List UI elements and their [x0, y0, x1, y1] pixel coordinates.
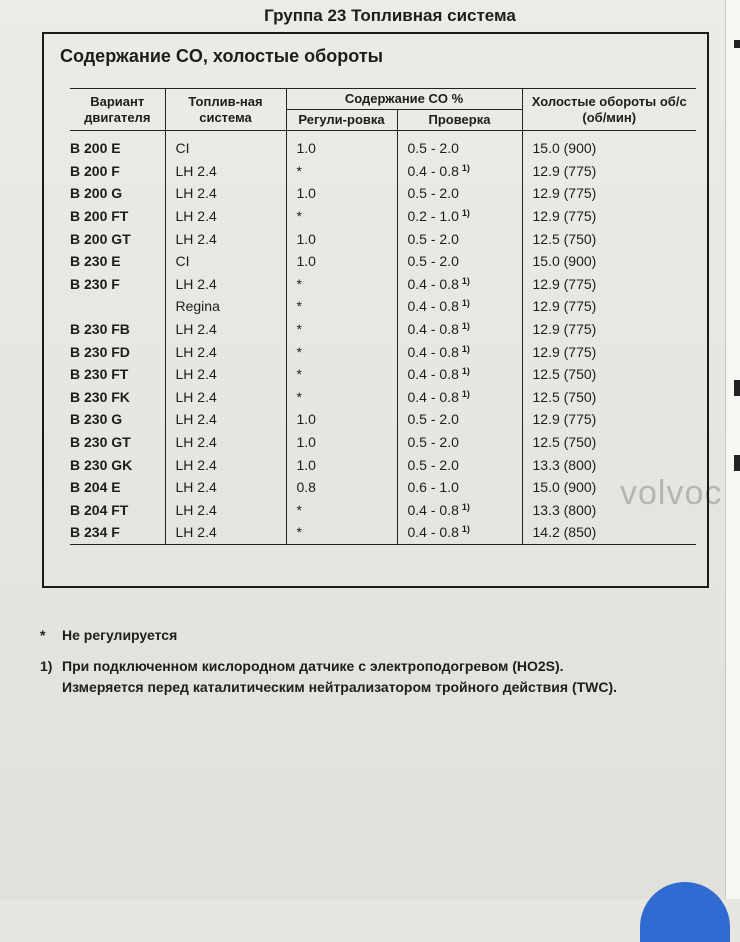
cell-adjustment-text: 1.0: [296, 411, 316, 428]
cell-idle-speed-text: 15.0 (900): [532, 140, 597, 157]
cell-fuel-system: [165, 160, 286, 183]
cell-idle-speed: [522, 521, 696, 544]
cell-adjustment: [286, 273, 397, 296]
cell-adjustment-text: 1.0: [296, 434, 316, 451]
cell-variant-text: B 204 FT: [70, 501, 129, 518]
cell-fuel-system-text: LH 2.4: [175, 501, 217, 518]
cell-variant: [70, 499, 165, 522]
header-co-content: Содержание CO %: [286, 89, 522, 110]
table-row: [70, 318, 696, 341]
cell-fuel-system-text: CI: [175, 140, 190, 157]
cell-fuel-system-text: LH 2.4: [175, 185, 217, 202]
cell-variant: [70, 131, 165, 160]
table-row: [70, 160, 696, 183]
cell-check-text: 0.5 - 2.0: [407, 253, 459, 270]
table-row: [70, 250, 696, 273]
header-fuel-system: Топлив-ная система: [165, 89, 286, 131]
cell-fuel-system-text: LH 2.4: [175, 456, 217, 473]
cell-fuel-system-text: LH 2.4: [175, 162, 217, 179]
cell-check: [397, 273, 522, 296]
cell-variant: [70, 205, 165, 228]
cell-adjustment-text: 1.0: [296, 230, 316, 247]
cell-adjustment: [286, 318, 397, 341]
cell-fuel-system: [165, 318, 286, 341]
cell-fuel-system: [165, 295, 286, 318]
cell-variant: [70, 340, 165, 363]
cell-adjustment: [286, 227, 397, 250]
cell-check-text: 0.4 - 0.8: [407, 321, 459, 338]
cell-fuel-system: [165, 131, 286, 160]
cell-check-text: 0.4 - 0.8: [407, 501, 459, 518]
cell-idle-speed: [522, 386, 696, 409]
cell-idle-speed-text: 12.5 (750): [532, 388, 597, 405]
cell-fuel-system-text: LH 2.4: [175, 388, 217, 405]
cell-check: [397, 227, 522, 250]
page-title: Группа 23 Топливная система: [264, 6, 516, 25]
cell-adjustment: [286, 250, 397, 273]
cell-variant-text: B 204 E: [70, 479, 121, 496]
footnote-one-line1: При подключенном кислородном датчике с электроподогревом (HO2S).: [62, 658, 564, 674]
cell-idle-speed-text: 15.0 (900): [532, 479, 597, 496]
cell-adjustment: [286, 386, 397, 409]
cell-fuel-system: [165, 182, 286, 205]
cell-fuel-system: [165, 453, 286, 476]
footnote-ref: 1): [461, 524, 470, 535]
table-row: [70, 386, 696, 409]
cell-variant-text: B 200 GT: [70, 230, 131, 247]
cell-adjustment: [286, 521, 397, 544]
cell-check: [397, 318, 522, 341]
cell-idle-speed-text: 12.9 (775): [532, 208, 597, 225]
header-adjustment: Регули-ровка: [286, 110, 397, 131]
cell-variant-text: B 230 FD: [70, 343, 130, 360]
cell-fuel-system: [165, 499, 286, 522]
cell-adjustment-text: *: [296, 321, 302, 338]
cell-idle-speed: [522, 363, 696, 386]
cell-adjustment: [286, 431, 397, 454]
cell-adjustment-text: *: [296, 275, 302, 292]
cell-fuel-system-text: LH 2.4: [175, 479, 217, 496]
footnote-ref: 1): [461, 298, 470, 309]
cell-check: [397, 131, 522, 160]
cell-fuel-system: [165, 205, 286, 228]
cell-idle-speed-text: 12.9 (775): [532, 321, 597, 338]
footnote-ref: 1): [461, 208, 470, 219]
cell-check: [397, 386, 522, 409]
cell-idle-speed: [522, 250, 696, 273]
table-row: [70, 227, 696, 250]
table-row: [70, 205, 696, 228]
cell-adjustment: [286, 160, 397, 183]
cell-adjustment-text: 1.0: [296, 185, 316, 202]
cell-variant-text: B 230 E: [70, 253, 121, 270]
cell-variant: [70, 273, 165, 296]
cell-fuel-system-text: LH 2.4: [175, 343, 217, 360]
page-edge-mark: [734, 455, 740, 471]
footnote-ref: 1): [461, 366, 470, 377]
cell-idle-speed-text: 14.2 (850): [532, 524, 597, 541]
cell-check-text: 0.4 - 0.8: [407, 366, 459, 383]
cell-check: [397, 160, 522, 183]
footnote-ref: 1): [461, 275, 470, 286]
cell-variant-text: B 230 G: [70, 411, 123, 428]
corner-tab-decoration: [640, 882, 730, 942]
cell-fuel-system-text: LH 2.4: [175, 411, 217, 428]
cell-idle-speed-text: 13.3 (800): [532, 456, 597, 473]
cell-adjustment: [286, 363, 397, 386]
cell-adjustment-text: 1.0: [296, 253, 316, 270]
cell-check: [397, 408, 522, 431]
cell-fuel-system: [165, 363, 286, 386]
cell-adjustment: [286, 131, 397, 160]
cell-adjustment: [286, 205, 397, 228]
cell-adjustment-text: *: [296, 208, 302, 225]
cell-fuel-system: [165, 476, 286, 499]
cell-variant: [70, 431, 165, 454]
cell-fuel-system-text: LH 2.4: [175, 230, 217, 247]
header-check: Проверка: [397, 110, 522, 131]
cell-variant-text: B 230 GK: [70, 456, 133, 473]
table-row: [70, 453, 696, 476]
cell-variant: [70, 521, 165, 544]
cell-check: [397, 521, 522, 544]
table-row: [70, 340, 696, 363]
cell-idle-speed: [522, 318, 696, 341]
table-row: [70, 476, 696, 499]
cell-adjustment-text: *: [296, 524, 302, 541]
cell-variant: [70, 295, 165, 318]
cell-adjustment-text: *: [296, 501, 302, 518]
cell-idle-speed: [522, 499, 696, 522]
cell-fuel-system: [165, 340, 286, 363]
cell-adjustment-text: 1.0: [296, 456, 316, 473]
cell-variant: [70, 476, 165, 499]
cell-variant: [70, 160, 165, 183]
cell-fuel-system-text: LH 2.4: [175, 275, 217, 292]
cell-check: [397, 205, 522, 228]
cell-adjustment-text: 0.8: [296, 479, 316, 496]
cell-fuel-system: [165, 431, 286, 454]
cell-adjustment-text: *: [296, 298, 302, 315]
cell-idle-speed-text: 12.9 (775): [532, 185, 597, 202]
table-row: [70, 363, 696, 386]
cell-variant-text: B 200 E: [70, 140, 121, 157]
cell-idle-speed-text: 12.9 (775): [532, 162, 597, 179]
header-idle-speed: Холостые обороты об/с (об/мин): [522, 89, 696, 131]
cell-variant-text: B 234 F: [70, 524, 120, 541]
cell-idle-speed-text: 12.5 (750): [532, 366, 597, 383]
table-row: [70, 295, 696, 318]
cell-variant: [70, 250, 165, 273]
cell-idle-speed: [522, 182, 696, 205]
cell-fuel-system-text: Regina: [175, 298, 220, 315]
cell-idle-speed-text: 12.9 (775): [532, 411, 597, 428]
page-edge-mark: [734, 40, 740, 48]
cell-check-text: 0.5 - 2.0: [407, 230, 459, 247]
cell-variant: [70, 453, 165, 476]
cell-variant: [70, 408, 165, 431]
footnote-one: [40, 656, 700, 698]
cell-fuel-system-text: LH 2.4: [175, 524, 217, 541]
cell-adjustment: [286, 476, 397, 499]
cell-adjustment: [286, 182, 397, 205]
cell-fuel-system: [165, 386, 286, 409]
cell-idle-speed-text: 12.9 (775): [532, 298, 597, 315]
cell-idle-speed-text: 12.5 (750): [532, 230, 597, 247]
table-row: [70, 408, 696, 431]
cell-fuel-system-text: LH 2.4: [175, 321, 217, 338]
cell-check: [397, 476, 522, 499]
cell-check: [397, 340, 522, 363]
table-row: [70, 431, 696, 454]
cell-idle-speed: [522, 227, 696, 250]
cell-check-text: 0.5 - 2.0: [407, 140, 459, 157]
cell-variant: [70, 227, 165, 250]
footnote-ref: 1): [461, 343, 470, 354]
cell-check: [397, 431, 522, 454]
page-edge-mark: [734, 380, 740, 396]
cell-idle-speed: [522, 431, 696, 454]
adjacent-page-edge: [725, 0, 740, 899]
cell-check-text: 0.5 - 2.0: [407, 411, 459, 428]
cell-variant-text: B 230 F: [70, 275, 120, 292]
cell-check-text: 0.5 - 2.0: [407, 456, 459, 473]
cell-check: [397, 295, 522, 318]
cell-fuel-system: [165, 521, 286, 544]
cell-fuel-system-text: LH 2.4: [175, 366, 217, 383]
cell-check-text: 0.5 - 2.0: [407, 434, 459, 451]
footnote-ref: 1): [461, 321, 470, 332]
cell-idle-speed: [522, 295, 696, 318]
cell-check-text: 0.5 - 2.0: [407, 185, 459, 202]
cell-adjustment: [286, 453, 397, 476]
footnote-one-mark: 1): [40, 658, 53, 674]
header-variant: Вариант двигателя: [70, 89, 165, 131]
cell-adjustment-text: *: [296, 343, 302, 360]
cell-adjustment-text: *: [296, 366, 302, 383]
cell-adjustment-text: 1.0: [296, 140, 316, 157]
cell-fuel-system: [165, 227, 286, 250]
table-row: [70, 273, 696, 296]
cell-idle-speed: [522, 453, 696, 476]
cell-variant: [70, 363, 165, 386]
cell-adjustment-text: *: [296, 162, 302, 179]
watermark: volvoc: [620, 474, 723, 512]
cell-fuel-system-text: LH 2.4: [175, 208, 217, 225]
cell-check-text: 0.4 - 0.8: [407, 162, 459, 179]
cell-idle-speed: [522, 160, 696, 183]
cell-check: [397, 182, 522, 205]
footnote-ref: 1): [461, 501, 470, 512]
cell-check-text: 0.2 - 1.0: [407, 208, 459, 225]
cell-idle-speed: [522, 340, 696, 363]
cell-fuel-system-text: CI: [175, 253, 190, 270]
cell-adjustment: [286, 340, 397, 363]
cell-variant-text: B 230 FT: [70, 366, 129, 383]
cell-variant: [70, 318, 165, 341]
table-row: [70, 182, 696, 205]
cell-check-text: 0.4 - 0.8: [407, 275, 459, 292]
cell-idle-speed: [522, 476, 696, 499]
cell-idle-speed: [522, 131, 696, 160]
table-heading: Содержание CO, холостые обороты: [60, 46, 384, 66]
footnote-ref: 1): [461, 162, 470, 173]
cell-check-text: 0.4 - 0.8: [407, 298, 459, 315]
cell-fuel-system: [165, 408, 286, 431]
table-row: [70, 521, 696, 544]
footnote-one-line2: Измеряется перед каталитическим нейтрализатором тройного действия (TWC).: [62, 679, 618, 695]
cell-idle-speed: [522, 408, 696, 431]
cell-variant-text: B 230 GT: [70, 434, 131, 451]
cell-variant: [70, 182, 165, 205]
cell-variant-text: B 200 F: [70, 162, 120, 179]
cell-check: [397, 453, 522, 476]
cell-variant: [70, 386, 165, 409]
cell-idle-speed: [522, 273, 696, 296]
cell-idle-speed-text: 12.5 (750): [532, 434, 597, 451]
cell-idle-speed-text: 12.9 (775): [532, 275, 597, 292]
cell-variant-text: B 200 G: [70, 185, 123, 202]
cell-idle-speed: [522, 205, 696, 228]
table-row: [70, 131, 696, 160]
cell-adjustment-text: *: [296, 388, 302, 405]
cell-variant-text: B 200 FT: [70, 208, 129, 225]
cell-check: [397, 250, 522, 273]
cell-check: [397, 499, 522, 522]
footnote-ref: 1): [461, 388, 470, 399]
cell-idle-speed-text: 13.3 (800): [532, 501, 597, 518]
co-idle-table: [70, 88, 696, 545]
cell-check-text: 0.4 - 0.8: [407, 343, 459, 360]
cell-fuel-system-text: LH 2.4: [175, 434, 217, 451]
cell-adjustment: [286, 408, 397, 431]
table-body: [70, 131, 696, 545]
cell-check-text: 0.4 - 0.8: [407, 388, 459, 405]
cell-check: [397, 363, 522, 386]
cell-idle-speed-text: 15.0 (900): [532, 253, 597, 270]
footnote-star: [40, 625, 177, 646]
table-row: [70, 499, 696, 522]
footnote-star-mark: *: [40, 627, 46, 643]
cell-check-text: 0.4 - 0.8: [407, 524, 459, 541]
cell-idle-speed-text: 12.9 (775): [532, 343, 597, 360]
cell-fuel-system: [165, 250, 286, 273]
cell-variant-text: B 230 FK: [70, 388, 130, 405]
cell-adjustment: [286, 295, 397, 318]
cell-variant-text: B 230 FB: [70, 321, 130, 338]
cell-check-text: 0.6 - 1.0: [407, 479, 459, 496]
cell-adjustment: [286, 499, 397, 522]
cell-fuel-system: [165, 273, 286, 296]
footnote-star-text: Не регулируется: [62, 627, 178, 643]
